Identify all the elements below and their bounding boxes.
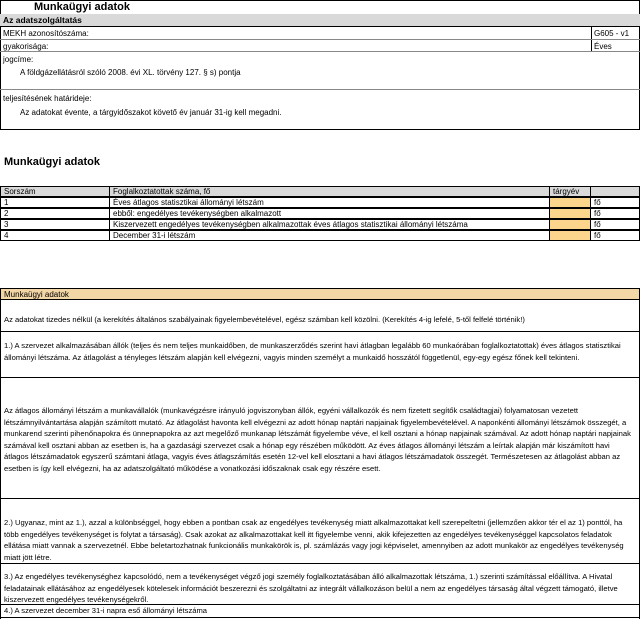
mekh-id-value: G605 - v1 bbox=[594, 29, 630, 38]
col-header-year: tárgyév bbox=[549, 186, 591, 197]
divider bbox=[0, 26, 640, 27]
value-input-cell[interactable] bbox=[549, 197, 591, 208]
divider bbox=[0, 563, 640, 564]
legal-basis-text: A földgázellátásról szóló 2008. évi XL. törvény 127. § s) pontja bbox=[20, 68, 241, 77]
note-paragraph: Az átlagos állományi létszám a munkavállalók (munkavégzésre irányuló jogviszonyban állók, egyéni vállalkozók és nem fizetett segítők családtagjai) folyamatosan vezetett létszámnyilvántartása alapján számított mutató. Az átlagolást havonta kell elvégezni az adott hónap naptári napjainak figyelembevételével. A naponkénti állományi létszámok összegét, a munkarend szerinti pihenőnapokra és ünnepnapokra az azt megelőző munkanap létszámát figyelembe véve, el kell osztani a hónap napjainak számával. Az adott hónap naptári napjainak számával kell osztani abban az esetben is, ha a gazdasági szervezet csak a hónap egy részében működött. Az éves átlagos állományi létszám a leírtak alapján már kiszámított havi átlagos létszámadatok egyszerű számtani átlaga, vagyis éves átlagszámítás esetén 12-vel kell elosztani a havi átlagos létszámadatok összegét. Természetesen az átlagolást abban az esetben is így kell elvégezni, ha az adatszolgáltató működése a vonatkozási időszaknak csak egy részére esett. bbox=[4, 406, 631, 473]
row-number: 4 bbox=[0, 230, 110, 241]
info-subtitle: Az adatszolgáltatás bbox=[3, 15, 82, 25]
col-header-unit bbox=[590, 186, 640, 197]
page-title-text: Munkaügyi adatok bbox=[34, 1, 130, 13]
note-paragraph: 3.) Az engedélyes tevékenységhez kapcsolódó, nem a tevékenységet végző jogi személy foglalkoztatásában álló alkalmazottak létszáma, 1.) szerinti számítással előállítva. A Hivatal feladatainak ellátásához az engedélyesek kötelesek információt beszerezni és szolgáltatni az integrált vállalkozáson belül a nem az engedélyes társaság által végzett támogató, illetve kiszervezett engedélyes tevékenységekről. bbox=[4, 572, 618, 605]
row-unit: fő bbox=[590, 208, 640, 219]
divider bbox=[0, 39, 640, 40]
row-unit: fő bbox=[590, 219, 640, 230]
page-title bbox=[0, 0, 640, 14]
divider bbox=[0, 331, 640, 332]
frequency-value: Éves bbox=[594, 42, 612, 51]
deadline-label: teljesítésének határideje: bbox=[3, 94, 92, 103]
value-input-cell[interactable] bbox=[549, 230, 591, 241]
row-label: Kiszervezett engedélyes tevékenységben alkalmazottak éves átlagos statisztikai állományi létszáma bbox=[109, 219, 550, 230]
value-input-cell[interactable] bbox=[549, 219, 591, 230]
row-number: 3 bbox=[0, 219, 110, 230]
notes-title: Munkaügyi adatok bbox=[4, 290, 69, 299]
notes-header bbox=[0, 288, 640, 300]
deadline-text: Az adatokat évente, a tárgyidőszakot követő év január 31-ig kell megadni. bbox=[20, 108, 282, 117]
note-paragraph: 1.) A szervezet alkalmazásában állók (teljes és nem teljes munkaidőben, de munkaszerződés szerint havi átlagban legalább 60 munkaórában foglalkoztatottak) éves átlagos statisztikai állományi létszáma. Az átlagolást a tényleges létszám alapján kell elvégezni, vagyis minden személyt a munkaidő hosszától függetlenül, egy-egy egész főnek kell tekinteni. bbox=[4, 341, 621, 362]
section-title: Munkaügyi adatok bbox=[4, 156, 100, 168]
info-subtitle-bar bbox=[0, 14, 640, 26]
value-input-cell[interactable] bbox=[549, 208, 591, 219]
legal-basis-label: jogcíme: bbox=[3, 55, 34, 64]
row-label: Éves átlagos statisztikai állományi létszám bbox=[109, 197, 550, 208]
divider bbox=[0, 498, 640, 499]
col-header-employees: Foglalkoztatottak száma, fő bbox=[109, 186, 550, 197]
note-paragraph: 4.) A szervezet december 31-i napra eső állományi létszáma bbox=[4, 606, 208, 615]
row-label: December 31-i létszám bbox=[109, 230, 550, 241]
row-label: ebből: engedélyes tevékenységben alkalmazott bbox=[109, 208, 550, 219]
note-paragraph: 2.) Ugyanaz, mint az 1.), azzal a különbséggel, hogy ebben a pontban csak az engedélyes tevékenység miatt alkalmazottakat kell szerepeltetni (jellemzően akkor tér el az 1) ponttól, ha több engedélyes tevékenységet is folytat a társaság). Csak azokat az alkalmazottakat kell itt figyelembe venni, akik kifejezetten az engedélyes tevékenységgel kapcsolatos feladatok ellátása miatt vannak a szervezetnél. Ebbe beletartozhatnak funkcionális munkakörök is, pl. számlázás vagy jogi képviselet, amennyiben az adott munkakör az engedélyes tevékenység miatt jött létre. bbox=[4, 518, 624, 562]
col-header-number: Sorszám bbox=[0, 186, 110, 197]
divider bbox=[0, 89, 640, 90]
frequency-label: gyakorisága: bbox=[3, 42, 49, 51]
divider bbox=[0, 377, 640, 378]
divider bbox=[0, 51, 640, 52]
divider bbox=[0, 617, 640, 618]
row-unit: fő bbox=[590, 197, 640, 208]
mekh-id-label: MEKH azonosítószáma: bbox=[3, 29, 89, 38]
row-number: 1 bbox=[0, 197, 110, 208]
note-paragraph: Az adatokat tizedes nélkül (a kerekítés általános szabályainak figyelembevételével, egész számban kell közölni. (Kerekítés 4-ig lefelé, 5-től felfelé történik!) bbox=[4, 315, 525, 324]
row-unit: fő bbox=[590, 230, 640, 241]
row-number: 2 bbox=[0, 208, 110, 219]
